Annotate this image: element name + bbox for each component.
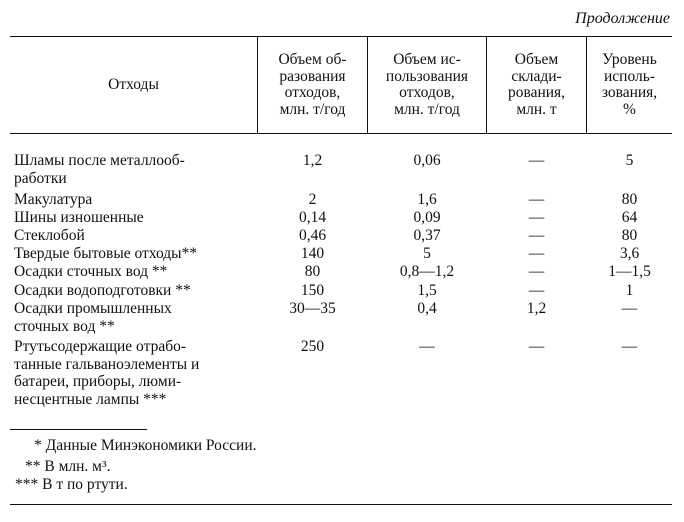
- header-level-text: [602, 52, 657, 118]
- cell-use: 0,06: [413, 152, 441, 169]
- header-line: рования,: [507, 84, 566, 101]
- row-name: [14, 191, 254, 209]
- row-name-line: Макулатура: [14, 191, 93, 208]
- row-name-line: Твердые бытовые отходы**: [14, 245, 198, 262]
- row-name: [14, 227, 254, 245]
- header-line: исполь-: [604, 67, 655, 85]
- header-line: разования: [279, 67, 346, 85]
- cell-level: 5: [625, 152, 634, 169]
- header-line: млн. т/год: [279, 100, 346, 118]
- cell-storage: —: [528, 152, 545, 169]
- cell-level: 64: [621, 209, 638, 226]
- header-waste: [10, 38, 257, 132]
- continued-label: Продолжение: [575, 10, 670, 27]
- row-name-line: Осадки промышленных: [14, 300, 172, 317]
- row-name: [14, 338, 254, 408]
- cell-storage: —: [528, 263, 545, 280]
- row-name-line: несцентные лампы ***: [14, 390, 167, 408]
- row-name-line: Шламы после металлооб-: [14, 152, 185, 169]
- cell-level: 1—1,5: [608, 263, 651, 280]
- cell-use: 0,37: [413, 227, 441, 244]
- header-level: [587, 38, 672, 132]
- row-name-line: сточных вод **: [14, 317, 115, 335]
- cell-level: 1: [625, 282, 634, 299]
- row-name: [14, 245, 254, 263]
- header-line: склади-: [511, 67, 562, 85]
- cell-formation: 0,46: [298, 227, 327, 244]
- cell-use: 0,09: [413, 209, 441, 226]
- row-name: [14, 209, 254, 227]
- cell-level: 80: [621, 227, 638, 244]
- cell-storage: —: [528, 282, 545, 299]
- header-line: Уровень: [602, 51, 657, 68]
- row-name: [14, 152, 254, 187]
- header-line: отходов,: [399, 84, 455, 101]
- header-line: млн. т/год: [394, 100, 460, 118]
- cell-use: 0,8—1,2: [399, 263, 455, 280]
- table-bottom-rule: [10, 504, 672, 505]
- cell-level: 3,6: [619, 245, 640, 262]
- cell-formation: 1,2: [302, 152, 323, 169]
- header-line: зования,: [601, 84, 658, 101]
- row-name: [14, 263, 254, 281]
- header-line: Объем об-: [278, 51, 347, 68]
- cell-formation: 140: [300, 245, 325, 262]
- footnote-separator: [10, 429, 147, 430]
- cell-storage: 1,2: [526, 300, 547, 317]
- row-name-line: Ртутьсодержащие отрабо-: [14, 338, 186, 355]
- row-name: [14, 282, 254, 300]
- cell-level: —: [621, 300, 638, 317]
- row-name-line: батареи, приборы, люми-: [14, 373, 182, 390]
- cell-storage: —: [528, 338, 545, 355]
- row-name-line: Шины изношенные: [14, 209, 144, 226]
- header-formation: [258, 38, 367, 132]
- row-name-line: работки: [14, 169, 67, 187]
- cell-storage: —: [528, 209, 545, 226]
- cell-formation: 250: [300, 338, 325, 355]
- table-top-rule: [10, 36, 672, 37]
- header-waste-text: Отходы: [108, 75, 159, 93]
- cell-use: 5: [423, 245, 431, 262]
- header-line: %: [623, 100, 636, 118]
- header-use: [368, 38, 486, 132]
- footnote: ** В млн. м³.: [25, 458, 111, 475]
- cell-use: 1,5: [417, 282, 437, 299]
- header-formation-text: [278, 52, 346, 118]
- cell-use: 1,6: [417, 191, 437, 208]
- row-name-line: танные гальваноэлементы и: [14, 355, 200, 373]
- cell-storage: —: [528, 245, 545, 262]
- header-line: пользования: [385, 67, 469, 85]
- cell-use: 0,4: [417, 300, 437, 317]
- header-use-text: [386, 52, 468, 118]
- cell-storage: —: [528, 227, 545, 244]
- row-name-line: Осадки водоподготовки **: [14, 282, 191, 299]
- cell-formation: 80: [304, 263, 321, 280]
- footnote: *** В т по ртути.: [15, 476, 128, 493]
- cell-formation: 2: [308, 191, 317, 208]
- header-storage-text: [508, 52, 565, 118]
- cell-formation: 30—35: [289, 300, 336, 317]
- cell-use: —: [419, 338, 435, 355]
- header-line: млн. т: [516, 100, 557, 118]
- header-line: отходов,: [284, 84, 341, 101]
- header-line: Объем: [514, 51, 559, 68]
- footnote: * Данные Минэкономики России.: [34, 437, 257, 454]
- table-header-rule: [10, 133, 672, 134]
- cell-level: 80: [621, 191, 638, 208]
- row-name: [14, 300, 254, 335]
- cell-level: —: [621, 338, 638, 355]
- cell-storage: —: [528, 191, 545, 208]
- row-name-line: Осадки сточных вод **: [14, 263, 168, 280]
- cell-formation: 0,14: [298, 209, 327, 226]
- cell-formation: 150: [300, 282, 325, 299]
- header-line: Объем ис-: [393, 51, 461, 68]
- header-storage: [487, 38, 586, 132]
- row-name-line: Стеклобой: [14, 227, 85, 244]
